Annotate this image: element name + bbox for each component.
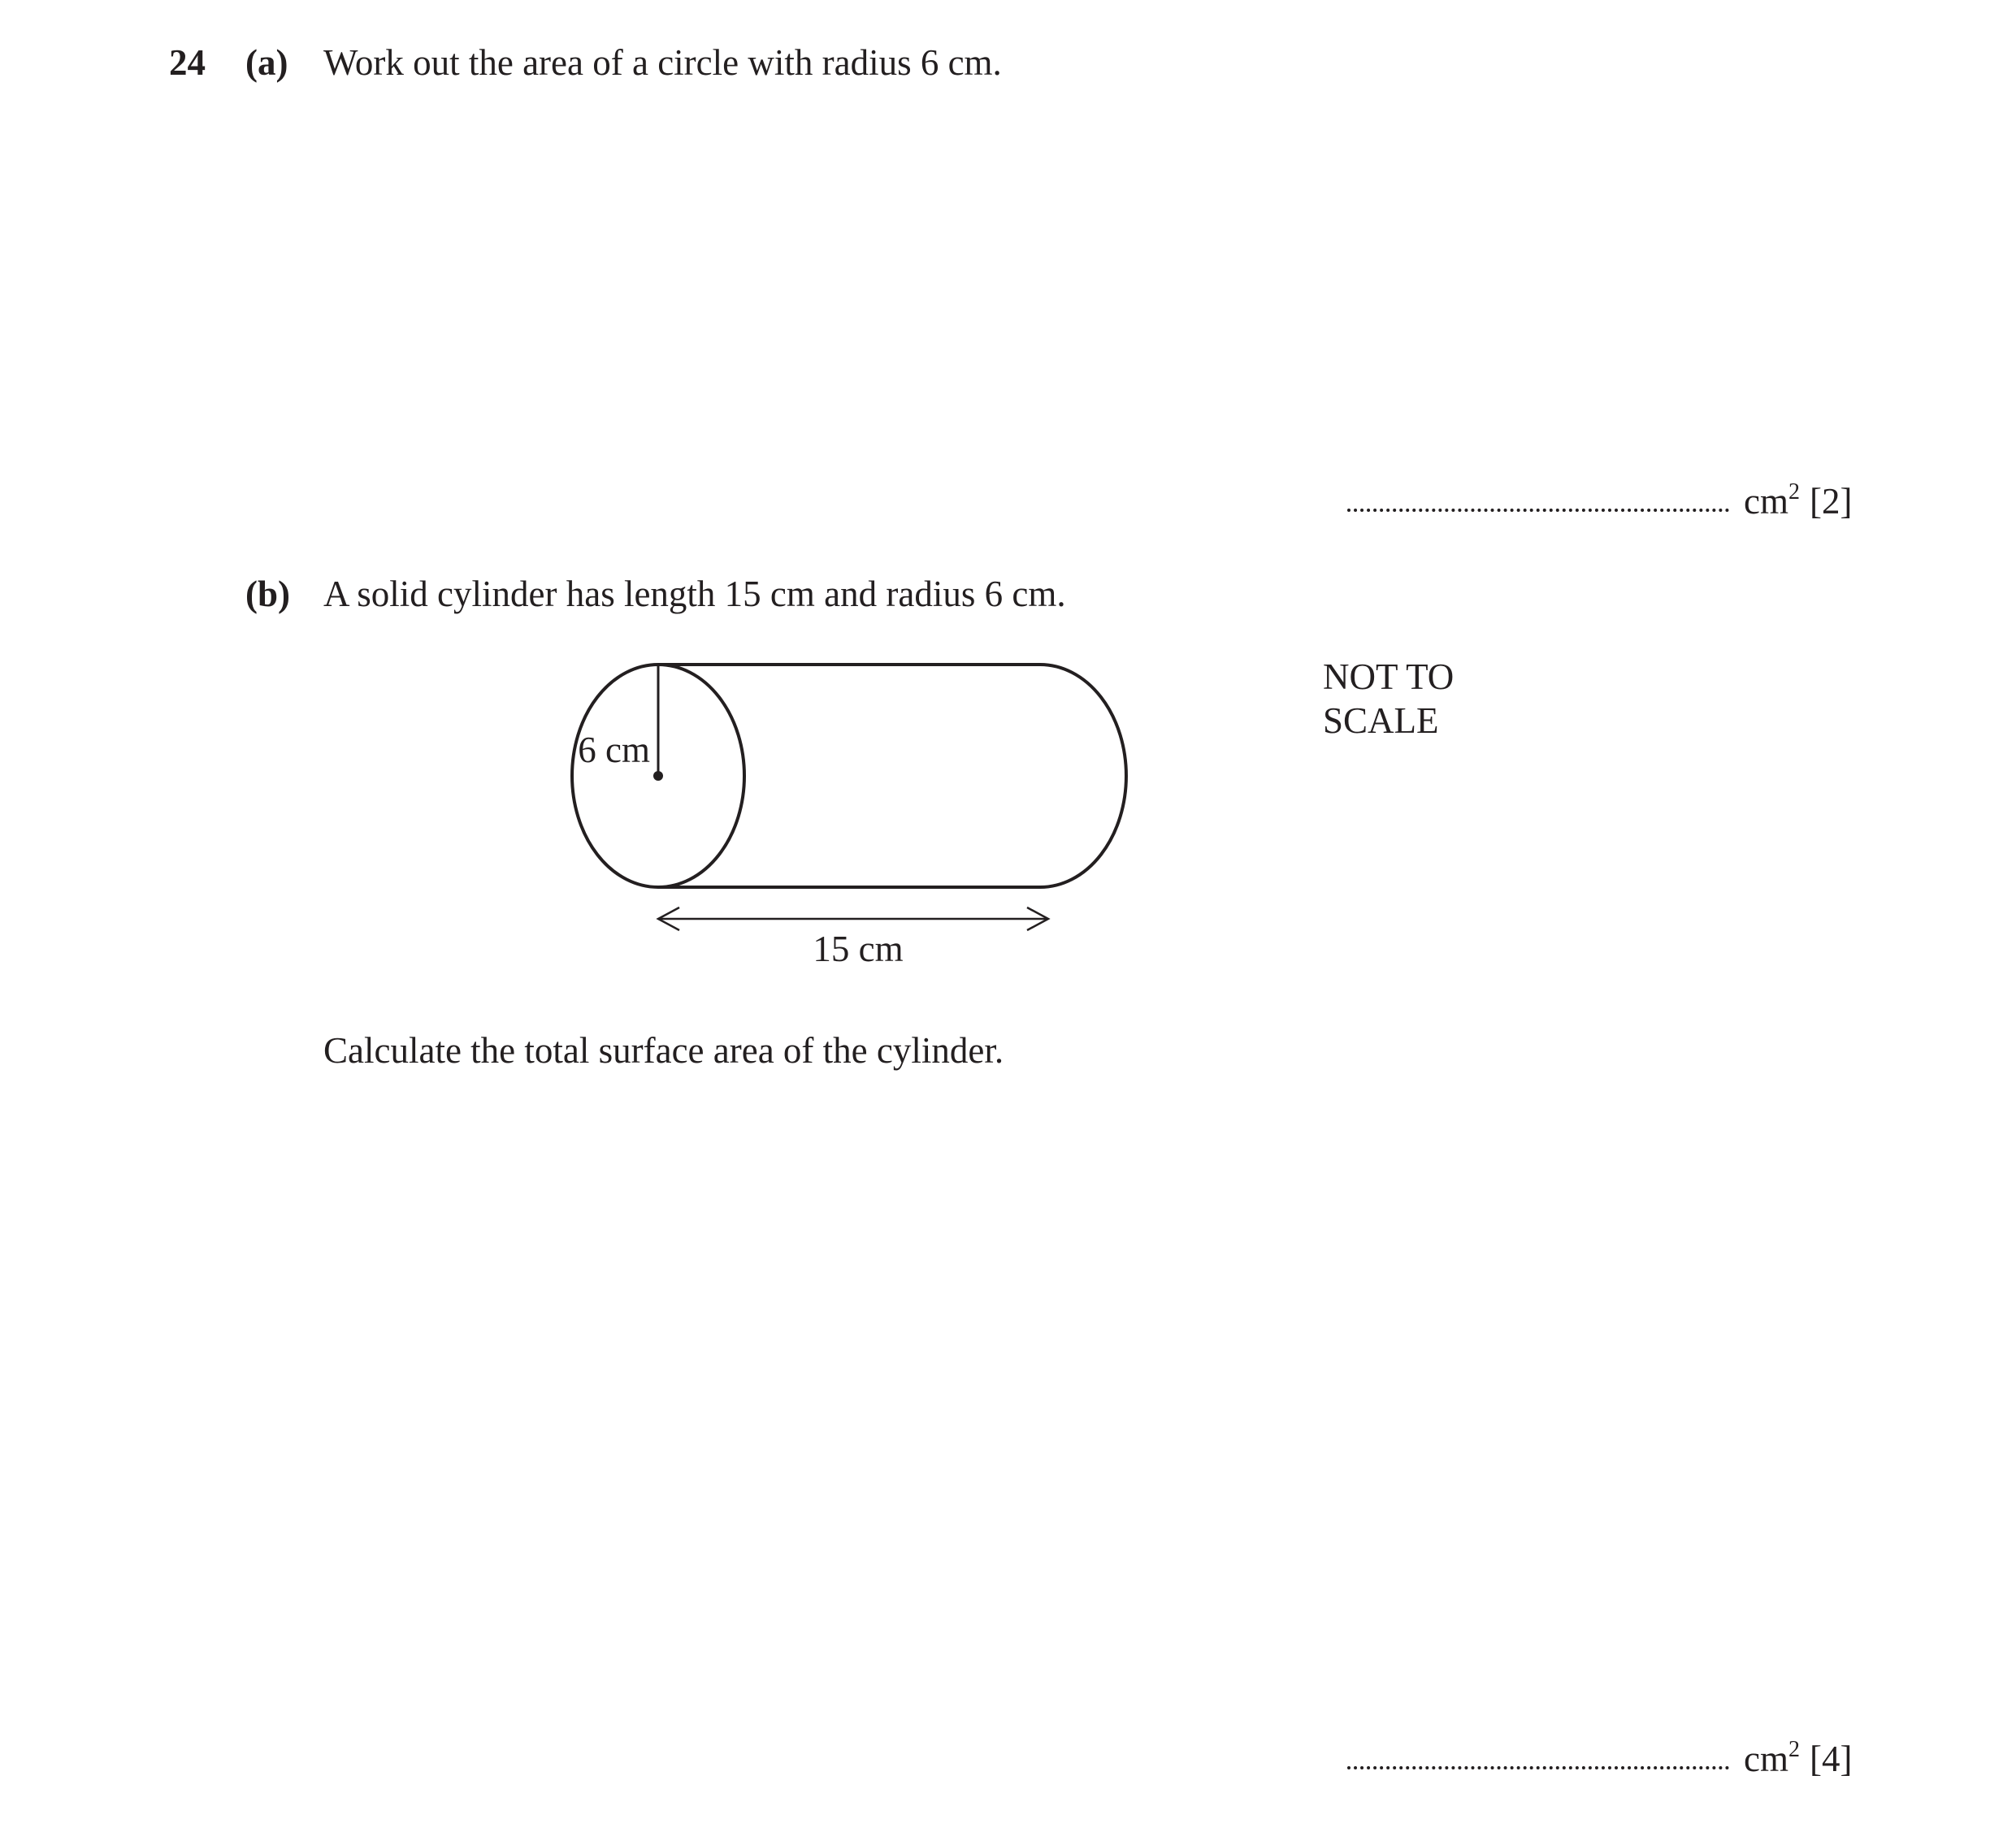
part-b-answer-field[interactable] [1347,1766,1729,1769]
part-b-answer-line[interactable] [1347,1737,1853,1779]
part-a-label: (a) [245,42,288,83]
question-number: 24 [169,42,206,83]
centre-point [653,771,663,781]
length-label: 15 cm [813,929,904,969]
part-b-marks: [4] [1809,1739,1853,1779]
not-to-scale-line-2: SCALE [1323,700,1439,741]
part-b-label: (b) [245,574,290,614]
not-to-scale-line-1: NOT TO [1323,656,1455,697]
part-b-instruction: Calculate the total surface area of the cylinder. [323,1030,1004,1071]
part-a-answer-field[interactable] [1347,509,1729,512]
part-a-answer-line[interactable] [1347,479,1853,522]
length-arrow [658,907,1048,930]
radius-label: 6 cm [578,730,650,770]
part-a-question-text: Work out the area of a circle with radius 6 cm. [323,42,1002,83]
cylinder-diagram [561,650,1146,975]
part-b-answer-unit: $cm^2$ [1744,1737,1800,1779]
part-a-answer-unit: $cm^2$ [1744,479,1800,522]
part-b-question-text: A solid cylinder has length 15 cm and radius 6 cm. [323,574,1066,614]
part-a-marks: [2] [1809,481,1853,522]
cylinder-far-end-arc [1040,665,1126,887]
